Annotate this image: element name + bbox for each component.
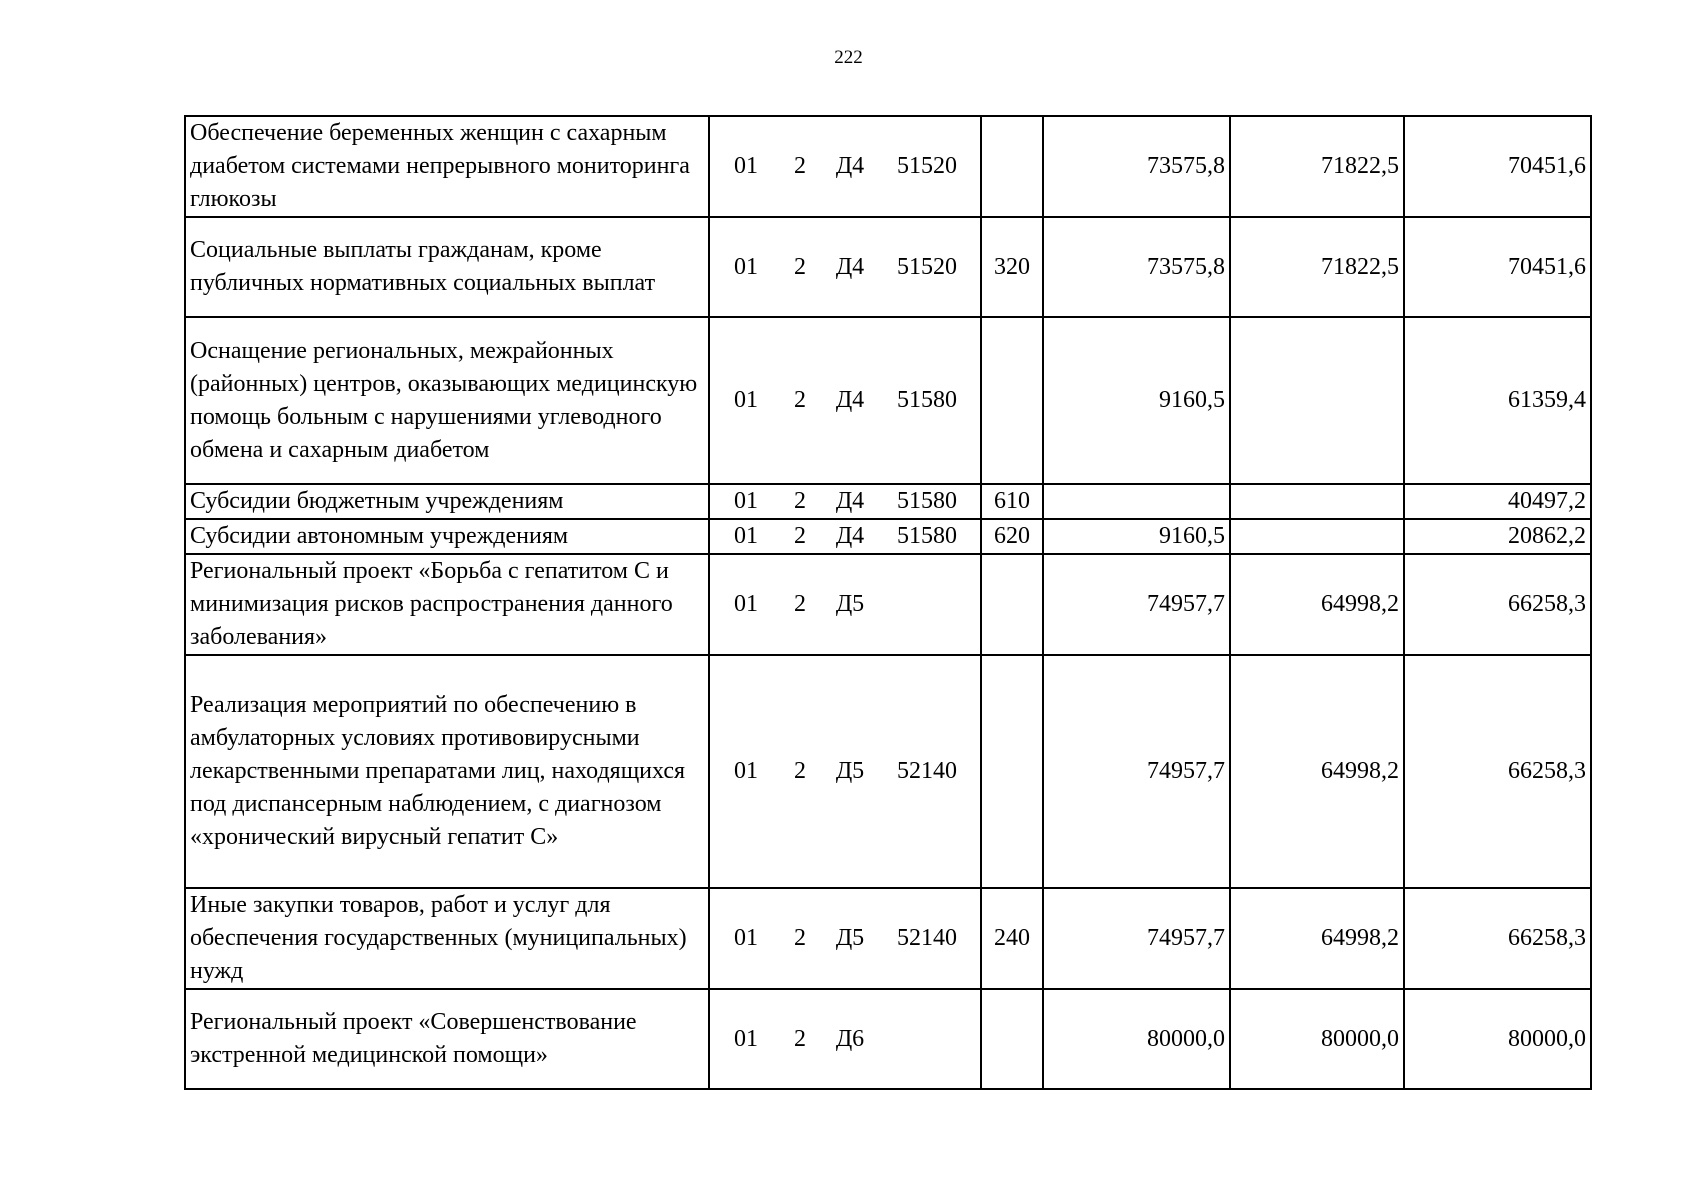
amount-year-3: 61359,4 (1404, 317, 1591, 484)
code-subprogram: 2 (794, 758, 806, 784)
code-program: 01 (734, 153, 758, 179)
row-description: Субсидии автономным учреждениям (185, 519, 709, 554)
amount-year-3: 70451,6 (1404, 116, 1591, 217)
code-project: Д4 (835, 253, 865, 280)
table-row (185, 116, 1591, 217)
table-row (185, 519, 1591, 554)
code-subprogram: 2 (794, 488, 806, 514)
code-program: 01 (734, 253, 758, 280)
code-program: 01 (734, 591, 758, 617)
code-program: 01 (734, 387, 758, 413)
row-description: Субсидии бюджетным учреждениям (185, 484, 709, 519)
row-description: Реализация мероприятий по обеспечению в амбулаторных условиях противовирусными лекарственными препаратами лиц, находящихся под диспансерным наблюдением, с диагнозом «хронический вирусный гепатит С» (185, 655, 709, 888)
code-subprogram: 2 (794, 1025, 806, 1052)
expense-type-code (981, 116, 1043, 217)
table-row (185, 484, 1591, 519)
amount-year-3: 66258,3 (1404, 554, 1591, 655)
expense-type-code (981, 554, 1043, 655)
amount-year-3: 70451,6 (1404, 217, 1591, 317)
amount-year-3: 40497,2 (1404, 484, 1591, 519)
row-description: Иные закупки товаров, работ и услуг для обеспечения государственных (муниципальных) нужд (185, 888, 709, 989)
code-program: 01 (734, 925, 758, 951)
expense-type-code: 240 (981, 888, 1043, 989)
code-project: Д5 (835, 591, 865, 617)
code-subprogram: 2 (794, 153, 806, 179)
code-cell (709, 655, 981, 888)
expense-type-code: 320 (981, 217, 1043, 317)
code-direction: 52140 (897, 758, 957, 784)
amount-year-1: 73575,8 (1043, 116, 1230, 217)
amount-year-3: 66258,3 (1404, 655, 1591, 888)
amount-year-1: 80000,0 (1043, 989, 1230, 1089)
expense-type-code (981, 317, 1043, 484)
code-cell (709, 217, 981, 317)
code-project: Д6 (835, 1025, 865, 1052)
code-cell (709, 484, 981, 519)
code-program: 01 (734, 758, 758, 784)
amount-year-2: 64998,2 (1230, 554, 1404, 655)
page-number: 222 (834, 47, 863, 68)
amount-year-2: 64998,2 (1230, 655, 1404, 888)
amount-year-2 (1230, 519, 1404, 554)
code-direction: 52140 (897, 925, 957, 951)
code-direction: 51580 (897, 488, 957, 514)
expense-type-code: 620 (981, 519, 1043, 554)
amount-year-1: 9160,5 (1043, 519, 1230, 554)
table-row (185, 888, 1591, 989)
code-project: Д4 (835, 153, 865, 179)
code-cell (709, 989, 981, 1089)
expense-type-code: 610 (981, 484, 1043, 519)
row-description: Региональный проект «Совершенствование экстренной медицинской помощи» (185, 989, 709, 1089)
code-direction: 51580 (897, 523, 957, 549)
table-row (185, 217, 1591, 317)
amount-year-1: 74957,7 (1043, 888, 1230, 989)
code-project: Д4 (835, 488, 865, 514)
amount-year-3: 20862,2 (1404, 519, 1591, 554)
row-description: Региональный проект «Борьба с гепатитом С и минимизация рисков распространения данного заболевания» (185, 554, 709, 655)
amount-year-2: 71822,5 (1230, 116, 1404, 217)
code-direction: 51520 (897, 253, 957, 280)
code-project: Д4 (835, 387, 865, 413)
code-cell (709, 554, 981, 655)
code-subprogram: 2 (794, 523, 806, 549)
code-subprogram: 2 (794, 253, 806, 280)
code-subprogram: 2 (794, 925, 806, 951)
code-program: 01 (734, 488, 758, 514)
code-program: 01 (734, 1025, 758, 1052)
amount-year-1: 74957,7 (1043, 655, 1230, 888)
code-program: 01 (734, 523, 758, 549)
table-row (185, 989, 1591, 1089)
table-body (185, 116, 1591, 1089)
expense-type-code (981, 655, 1043, 888)
code-subprogram: 2 (794, 387, 806, 413)
code-project: Д4 (835, 523, 865, 549)
amount-year-3: 66258,3 (1404, 888, 1591, 989)
code-cell (709, 317, 981, 484)
amount-year-2: 80000,0 (1230, 989, 1404, 1089)
code-cell (709, 116, 981, 217)
amount-year-2 (1230, 317, 1404, 484)
row-description: Обеспечение беременных женщин с сахарным диабетом системами непрерывного мониторинга глюкозы (185, 116, 709, 217)
code-direction: 51580 (897, 387, 957, 413)
code-subprogram: 2 (794, 591, 806, 617)
amount-year-2: 64998,2 (1230, 888, 1404, 989)
expense-type-code (981, 989, 1043, 1089)
row-description: Оснащение региональных, межрайонных (районных) центров, оказывающих медицинскую помощь больным с нарушениями углеводного обмена и сахарным диабетом (185, 317, 709, 484)
amount-year-3: 80000,0 (1404, 989, 1591, 1089)
budget-table (184, 115, 1592, 1090)
code-project: Д5 (835, 758, 865, 784)
amount-year-1: 74957,7 (1043, 554, 1230, 655)
code-project: Д5 (835, 925, 865, 951)
amount-year-1 (1043, 484, 1230, 519)
code-cell (709, 888, 981, 989)
code-direction: 51520 (897, 153, 957, 179)
row-description: Социальные выплаты гражданам, кроме публичных нормативных социальных выплат (185, 217, 709, 317)
code-cell (709, 519, 981, 554)
table-row (185, 655, 1591, 888)
table-row (185, 554, 1591, 655)
amount-year-1: 9160,5 (1043, 317, 1230, 484)
table-row (185, 317, 1591, 484)
amount-year-2 (1230, 484, 1404, 519)
amount-year-2: 71822,5 (1230, 217, 1404, 317)
amount-year-1: 73575,8 (1043, 217, 1230, 317)
